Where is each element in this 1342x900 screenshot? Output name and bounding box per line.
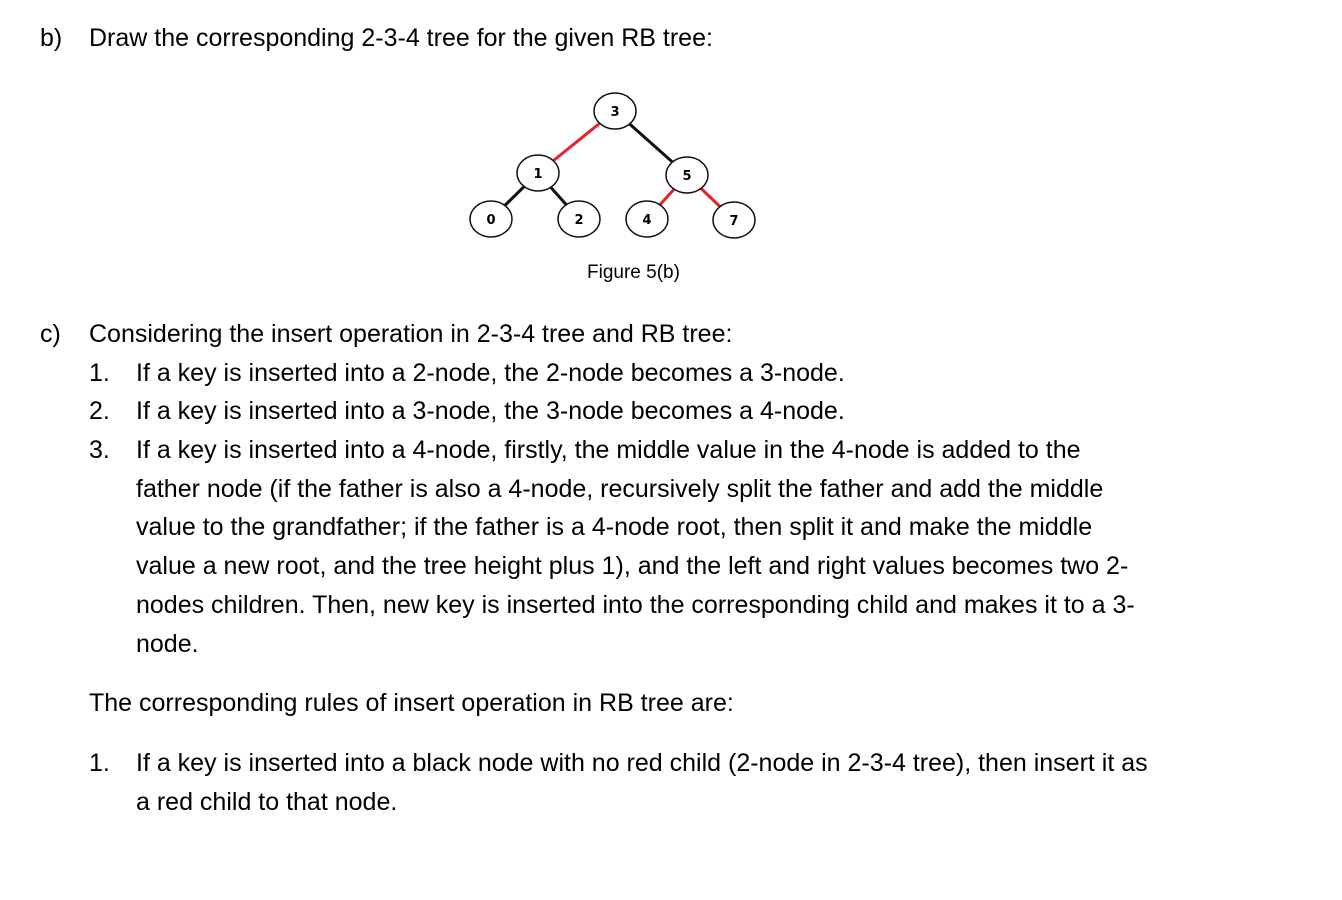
node-4 — [626, 201, 668, 237]
list1-item1-number: 1. — [89, 359, 110, 387]
list1-item3-line: value a new root, and the tree height plus 1), and the left and right values becomes two 2- — [136, 552, 1129, 580]
list1-item2-number: 2. — [89, 397, 110, 425]
node-1 — [517, 155, 559, 191]
list1-item3-line: father node (if the father is also a 4-node, recursively split the father and add the middle — [136, 475, 1104, 503]
node-0 — [470, 201, 512, 237]
section-b-question: Draw the corresponding 2-3-4 tree for the given RB tree: — [89, 24, 713, 52]
section-c-marker: c) — [40, 320, 61, 348]
node-7-label: 7 — [729, 214, 739, 229]
node-1-label: 1 — [533, 167, 543, 182]
node-3-label: 3 — [610, 105, 620, 120]
node-3 — [594, 93, 636, 129]
list1-item3-number: 3. — [89, 436, 110, 464]
node-5 — [666, 157, 708, 193]
node-0-label: 0 — [486, 213, 496, 228]
list1-item2-line: If a key is inserted into a 3-node, the 3-node becomes a 4-node. — [136, 397, 845, 425]
node-5-label: 5 — [682, 169, 692, 184]
node-2 — [558, 201, 600, 237]
list1-item3-line: If a key is inserted into a 4-node, firstly, the middle value in the 4-node is added to the — [136, 436, 1081, 464]
list1-item3-line: value to the grandfather; if the father is a 4-node root, then split it and make the middle — [136, 513, 1093, 541]
section-c-intro: Considering the insert operation in 2-3-4 tree and RB tree: — [89, 320, 733, 348]
node-7 — [713, 202, 755, 238]
list2-item1-line: If a key is inserted into a black node with no red child (2-node in 2-3-4 tree), then insert it as — [136, 749, 1148, 777]
list2-item1-number: 1. — [89, 749, 110, 777]
node-4-label: 4 — [642, 213, 652, 228]
node-2-label: 2 — [574, 213, 584, 228]
list1-item3-line: node. — [136, 630, 199, 658]
list1-item1-line: If a key is inserted into a 2-node, the 2-node becomes a 3-node. — [136, 359, 845, 387]
figure-caption: Figure 5(b) — [587, 262, 680, 283]
list2-item1-line: a red child to that node. — [136, 788, 398, 816]
rb-rules-heading: The corresponding rules of insert operation in RB tree are: — [89, 689, 734, 717]
section-b-marker: b) — [40, 24, 63, 52]
list1-item3-line: nodes children. Then, new key is inserted into the corresponding child and makes it to a 3- — [136, 591, 1135, 619]
